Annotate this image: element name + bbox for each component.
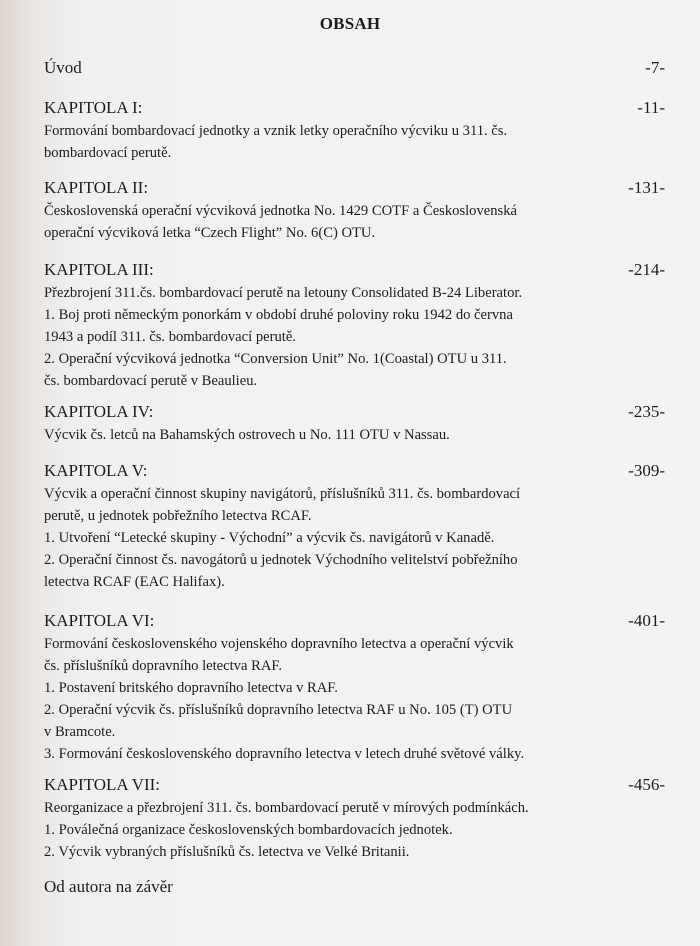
chapter-line: v Bramcote. [44, 724, 116, 740]
chapter-line: čs. příslušníků dopravního letectva RAF. [44, 658, 282, 674]
chapter-page-number: -456- [628, 775, 665, 794]
toc-chapter-1 [44, 97, 665, 164]
chapter-page-number: -235- [628, 402, 665, 421]
chapter-line: 1. Utvoření “Letecké skupiny - Východní” a výcvik čs. navigátorů v Kanadě. [44, 530, 495, 546]
chapter-line: 1943 a podíl 311. čs. bombardovací perutě. [44, 329, 296, 345]
toc-chapter-7 [44, 774, 665, 863]
chapter-line: 1. Boj proti německým ponorkám v období druhé poloviny roku 1942 do června [44, 307, 513, 323]
chapter-line: čs. bombardovací perutě v Beaulieu. [44, 373, 258, 389]
chapter-line: perutě, u jednotek pobřežního letectva RCAF. [44, 508, 312, 524]
page-title: OBSAH [319, 14, 381, 33]
chapter-line: Reorganizace a přezbrojení 311. čs. bombardovací perutě v mírových podmínkách. [44, 800, 529, 816]
chapter-line: 1. Postavení britského dopravního letectva v RAF. [44, 680, 338, 696]
toc-entry-intro [44, 57, 665, 79]
chapter-line: Formování bombardovací jednotky a vznik letky operačního výcviku u 311. čs. [44, 123, 508, 139]
chapter-heading: KAPITOLA V: [44, 461, 148, 480]
chapter-line: 1. Poválečná organizace československých bombardovacích jednotek. [44, 822, 453, 838]
chapter-line: 2. Výcvik vybraných příslušníků čs. letectva ve Velké Britanii. [44, 844, 410, 860]
toc-chapter-4 [44, 401, 665, 446]
toc-chapter-3 [44, 259, 665, 392]
chapter-line: bombardovací perutě. [44, 145, 172, 161]
chapter-line: Přezbrojení 311.čs. bombardovací perutě na letouny Consolidated B-24 Liberator. [44, 285, 523, 301]
chapter-line: letectva RCAF (EAC Halifax). [44, 574, 225, 590]
chapter-line: Výcvik a operační činnost skupiny navigátorů, příslušníků 311. čs. bombardovací [44, 486, 521, 502]
chapter-line: operační výcviková letka “Czech Flight” No. 6(C) OTU. [44, 225, 376, 241]
entry-label: Úvod [44, 58, 82, 77]
toc-chapter-6 [44, 610, 665, 765]
chapter-heading: KAPITOLA II: [44, 178, 149, 197]
chapter-line: 2. Operační výcviková jednotka “Conversion Unit” No. 1(Coastal) OTU u 311. [44, 351, 507, 367]
chapter-heading: KAPITOLA I: [44, 98, 143, 117]
chapter-line: Formování československého vojenského dopravního letectva a operační výcvik [44, 636, 514, 652]
toc-chapter-5 [44, 460, 665, 593]
chapter-line: 2. Operační výcvik čs. příslušníků dopravního letectva RAF u No. 105 (T) OTU [44, 702, 513, 718]
toc-chapter-2 [44, 177, 665, 244]
chapter-line: Výcvik čs. letců na Bahamských ostrovech u No. 111 OTU v Nassau. [44, 427, 450, 443]
chapter-heading: KAPITOLA IV: [44, 402, 154, 421]
entry-label: Od autora na závěr [44, 877, 173, 896]
chapter-page-number: -131- [628, 178, 665, 197]
chapter-line: 2. Operační činnost čs. navogátorů u jednotek Východního velitelství pobřežního [44, 552, 518, 568]
chapter-page-number: -401- [628, 611, 665, 630]
chapter-heading: KAPITOLA VII: [44, 775, 161, 794]
toc-entry-closing [44, 876, 665, 898]
chapter-heading: KAPITOLA VI: [44, 611, 155, 630]
entry-page-number: -7- [645, 58, 665, 77]
chapter-line: Československá operační výcviková jednotka No. 1429 COTF a Československá [44, 203, 517, 219]
chapter-heading: KAPITOLA III: [44, 260, 154, 279]
chapter-page-number: -309- [628, 461, 665, 480]
chapter-line: 3. Formování československého dopravního letectva v letech druhé světové války. [44, 746, 525, 762]
chapter-page-number: -214- [628, 260, 665, 279]
chapter-page-number: -11- [637, 98, 665, 117]
